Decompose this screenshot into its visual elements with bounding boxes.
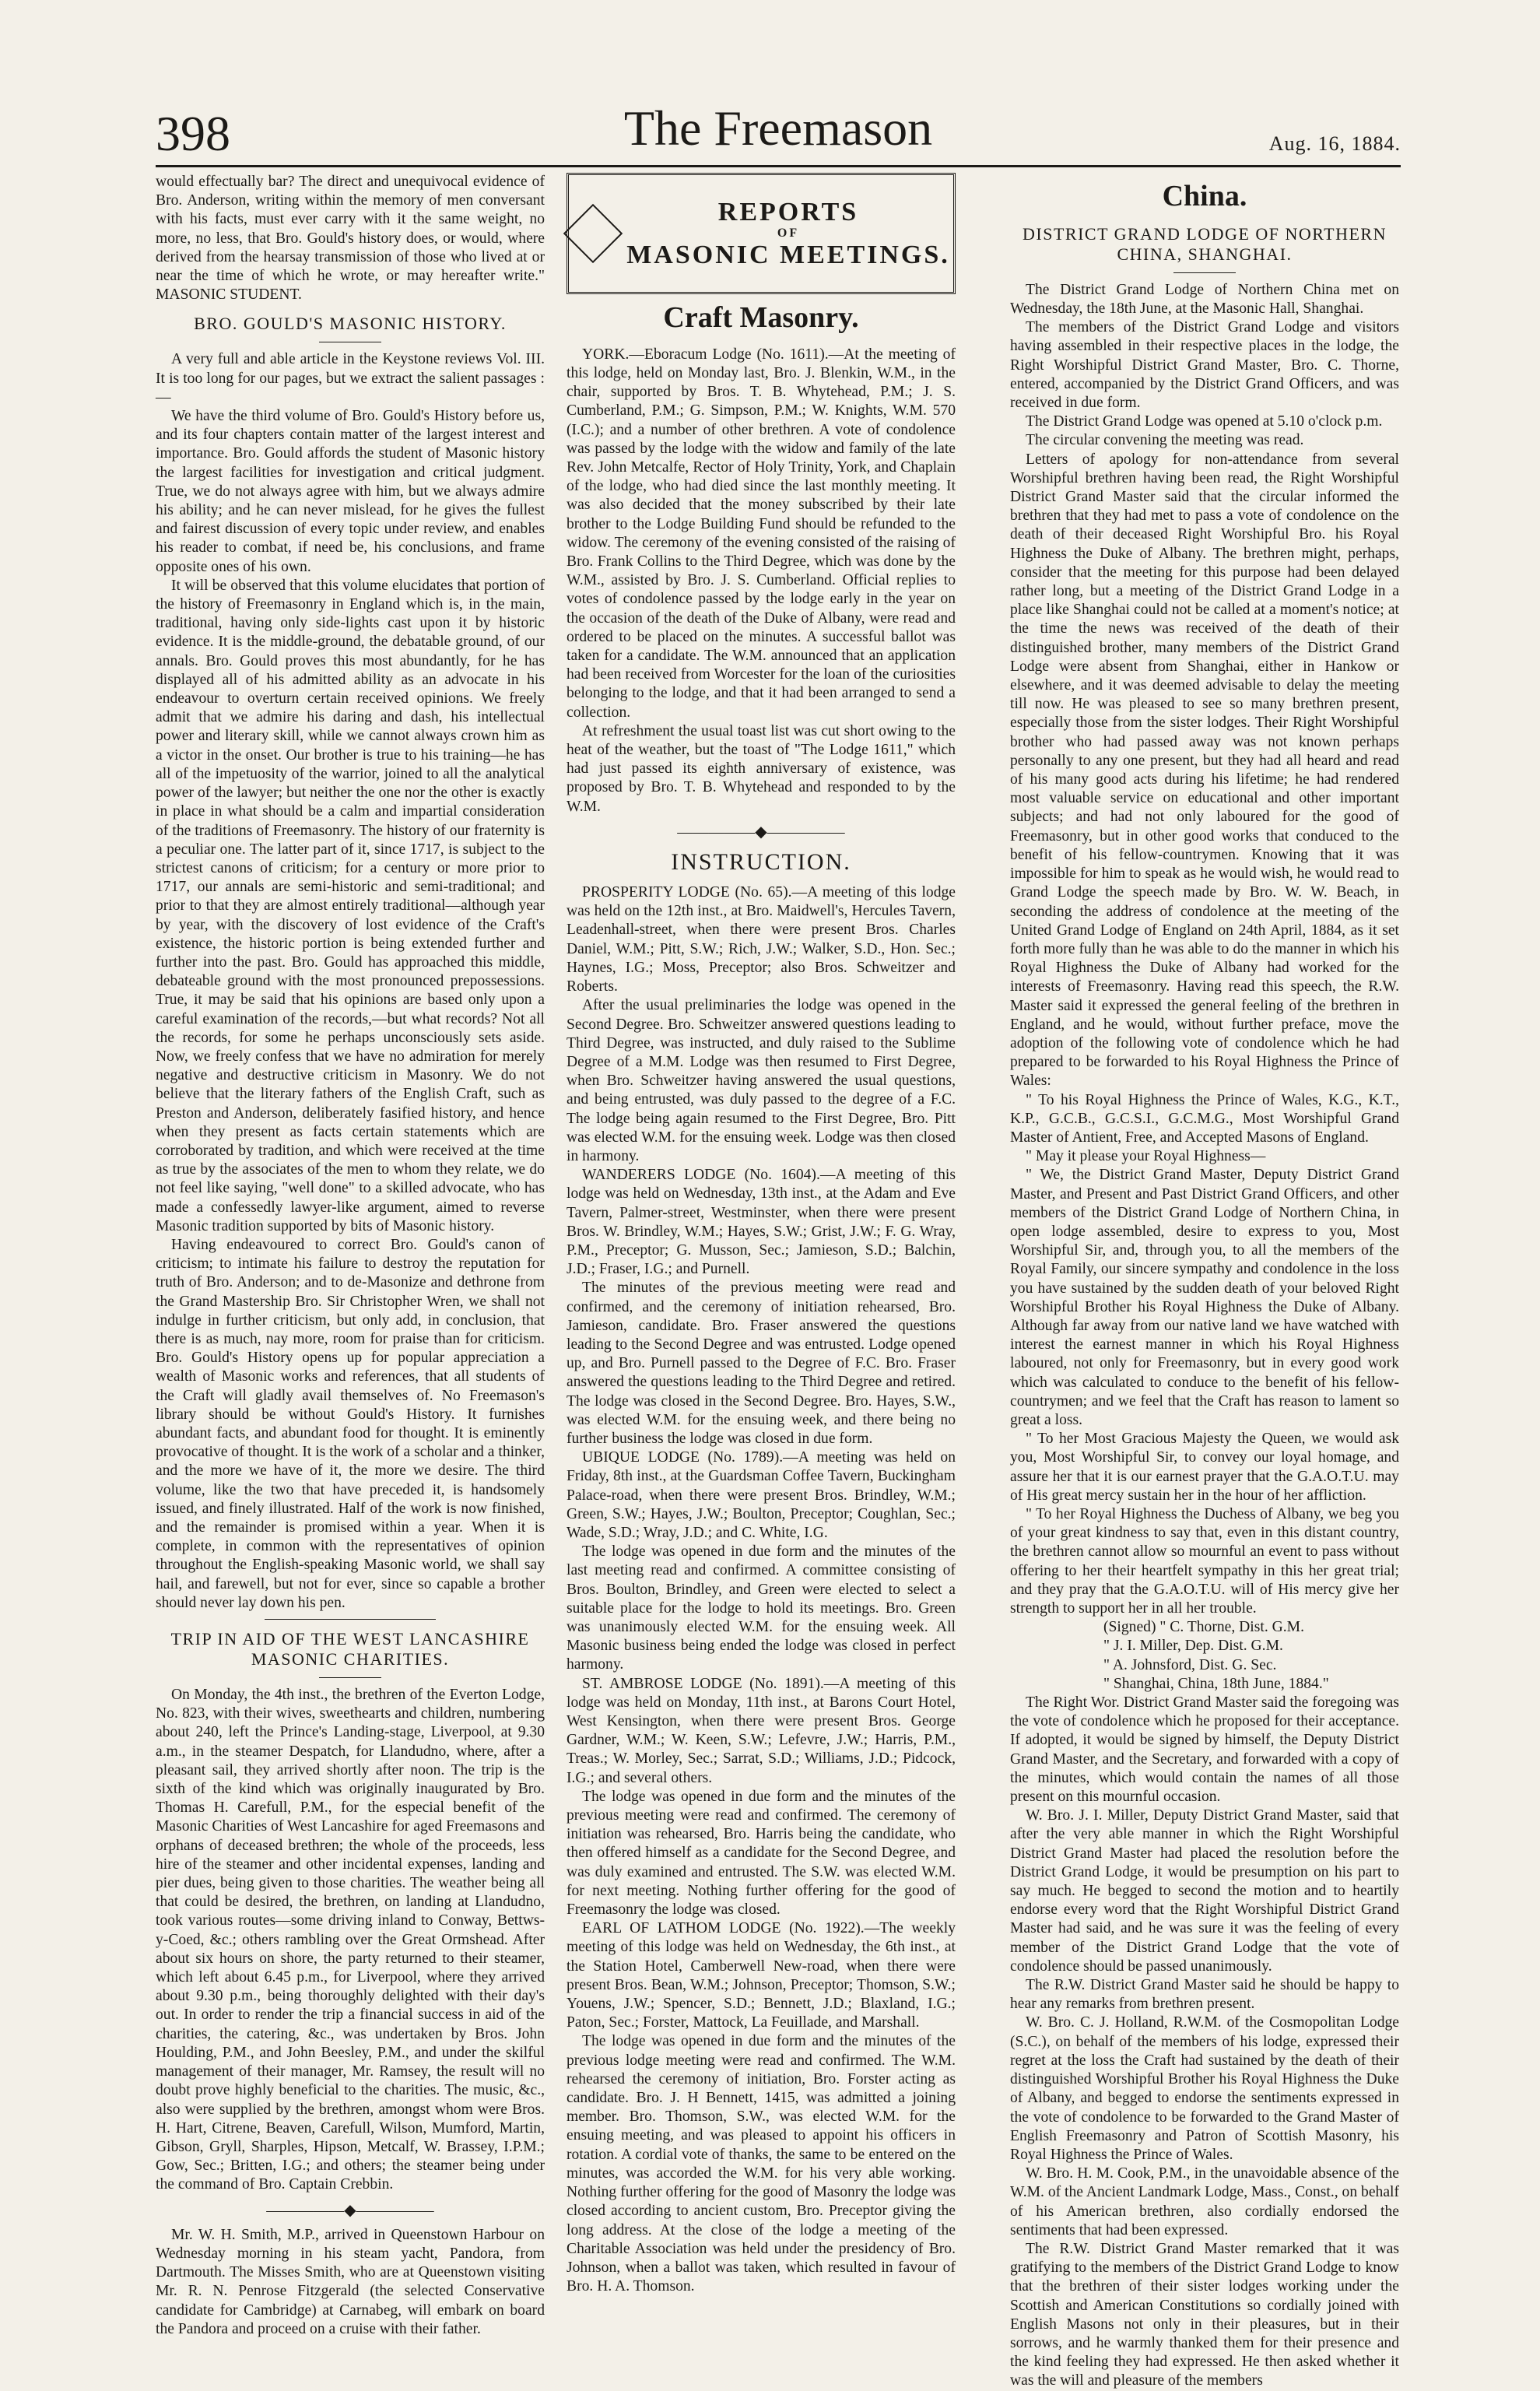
article-paragraph: The District Grand Lodge of Northern China met on Wednesday, the 18th June, at the Masonic Hall, Shanghai. (1010, 281, 1399, 317)
article-heading: DISTRICT GRAND LODGE OF NORTHERN CHINA, SHANGHAI. (1023, 223, 1387, 264)
article-paragraph: W. Bro. J. I. Miller, Deputy District Grand Master, said that after the very able manner in which the Right Worshipful District Grand Master had placed the resolution before the District Grand Lodge, it would be presumption on his part to say much. He begged to second the motion and to heartily endorse every word that the Right Worshipful District Grand Master had said, and he was sure it was the feeling of every member of the District Grand Lodge that the vote of condolence should be passed unanimously. (1010, 1807, 1399, 1975)
signature-line: (Signed) " C. Thorne, Dist. G.M. (1103, 1619, 1304, 1636)
article-paragraph: A very full and able article in the Keystone reviews Vol. III. It is too long for our pages, but we extract the salient passages :— (156, 351, 545, 406)
page-number: 398 (156, 106, 230, 161)
article-paragraph: would effectually bar? The direct and unequivocal evidence of Bro. Anderson, writing within the memory of men conversant with his facts, must ever carry with it the same weight, no more, no less, that Bro. Gould's history does, or would, where derived from the hearsay transmission of those who lived at or near the time of which he wrote, or may hereafter write." MASONIC STUDENT. (156, 174, 545, 304)
column-middle (567, 173, 956, 2295)
article-paragraph: UBIQUE LODGE (No. 1789).—A meeting was held on Friday, 8th inst., at the Guardsman Coffee Tavern, Buckingham Palace-road, when there were present Bros. Brindley, W.M.; Green, S.W.; Hayes, J.W.; Boulton, Preceptor; Coughlan, Sec.; Wade, S.D.; Wray, J.D.; and C. White, I.G. (567, 1449, 956, 1541)
article-paragraph: " May it please your Royal Highness— (1026, 1148, 1266, 1165)
article-paragraph: W. Bro. C. J. Holland, R.W.M. of the Cosmopolitan Lodge (S.C.), on behalf of the members of his lodge, expressed their regret at the loss the Craft had sustained by the death of their distinguished Worshipful Brother his Royal Highness the Duke of Albany, and begged to endorse the sentiments expressed in the vote of condolence to be forwarded to the Grand Master of English Freemasonry and Patron of Scottish Masonry, his Royal Highness the Prince of Wales. (1010, 2014, 1399, 2163)
article-paragraph: PROSPERITY LODGE (No. 65).—A meeting of this lodge was held on the 12th inst., at Bro. Maidwell's, Hercules Tavern, Leadenhall-street, when there were present Bros. Charles Daniel, W.M.; Pitt, S.W.; Rich, J.W.; Walker, S.D., Hon. Sec.; Haynes, I.G.; Moss, Preceptor; also Bros. Schweitzer and Roberts. (567, 884, 956, 995)
article-paragraph: The lodge was opened in due form and the minutes of the last meeting read and confirmed. A committee consisting of Bros. Boulton, Brindley, and Green were elected to select a suitable place for the lodge to hold its meetings. Bro. Green was unanimously elected W.M. for the ensuing week. All Masonic business being ended the lodge was closed in perfect harmony. (567, 1543, 956, 1673)
article-paragraph: The minutes of the previous meeting were read and confirmed, and the ceremony of initiation rehearsed, Bro. Jamieson, candidate. Bro. Fraser answered the questions leading to the Second Degree and was entrusted. Lodge opened up, and Bro. Purnell passed to the Degree of F.C. Bro. Fraser answered the questions leading to the Third Degree and retired. The lodge was closed in the Second Degree. Bro. Hayes, S.W., was elected W.M. for the ensuing week, and there being no further business the lodge was closed in due form. (567, 1280, 956, 1447)
signature-line: " J. I. Miller, Dep. Dist. G.M. (1103, 1638, 1283, 1655)
divider (319, 1677, 381, 1678)
ornament-divider: —————◆————— (266, 2201, 434, 2219)
masthead-title: The Freemason (623, 100, 933, 156)
article-paragraph: " To her Royal Highness the Duchess of Albany, we beg you of your great kindness to say that, even in this distant country, the brethren cannot allow so mournful an event to pass without offering to her their heartfelt sympathy in this her great trial; and they pray that the G.A.O.T.U. will of His mercy give her strength to support her in all her trouble. (1010, 1506, 1399, 1617)
issue-date: Aug. 16, 1884. (1268, 132, 1401, 155)
header-rule (156, 165, 1401, 167)
divider (265, 1619, 436, 1620)
signature-line: " Shanghai, China, 18th June, 1884." (1103, 1675, 1329, 1692)
article-paragraph: " To his Royal Highness the Prince of Wales, K.G., K.T., K.P., G.C.B., G.C.S.I., G.C.M.G., Most Worshipful Grand Master of Antient, Free, and Accepted Masons of England. (1010, 1091, 1399, 1146)
article-paragraph: After the usual preliminaries the lodge was opened in the Second Degree. Bro. Schweitzer answered questions leading to Third Degree, was instructed, and duly raised to the Sublime Degree of a M.M. Lodge was then resumed to First Degree, when Bro. Schweitzer having answered the usual questions, and being entrusted, was duly passed to the degree of a F.C. The lodge being again resumed to the First Degree, Bro. Pitt was elected W.M. for the ensuing week. Lodge was then closed in harmony. (567, 997, 956, 1164)
article-paragraph: At refreshment the usual toast list was cut short owing to the heat of the weather, but the toast of "The Lodge 1611," which had just passed its eighth anniversary of existence, was proposed by Bro. T. B. Whytehead and responded to by the W.M. (567, 722, 956, 815)
article-paragraph: EARL OF LATHOM LODGE (No. 1922).—The weekly meeting of this lodge was held on Wednesday, the 6th inst., at the Station Hotel, Camberwell New-road, when there were present Bros. Bean, W.M.; Johnson, Preceptor; Thomson, S.W.; Youens, J.W.; Spencer, S.D.; Bennett, J.D.; Blaxland, I.G.; Paton, Sec.; Forster, Mattock, La Feuillade, and Marshall. (567, 1920, 956, 2031)
ornament-divider: —————◆————— (677, 823, 845, 841)
reports-banner (567, 173, 956, 294)
masonic-emblem-icon (563, 204, 623, 263)
article-paragraph: The Right Wor. District Grand Master said the foregoing was the vote of condolence which he proposed for their acceptance. If adopted, it would be signed by himself, the Deputy District Grand Master, and the Secretary, and forwarded with a copy of the minutes, which would contain the names of all those present on this mournful occasion. (1010, 1694, 1399, 1806)
article-paragraph: Letters of apology for non-attendance from several Worshipful brethren having been read, the Right Worshipful District Grand Master said that the circular informed the brethren that they had met to pass a vote of condolence on the death of their deceased Right Worshipful Bro. his Royal Highness the Duke of Albany. The brethren might, perhaps, consider that the meeting for this purpose had been delayed rather long, but a meeting of the District Grand Lodge in a place like Shanghai could not be called at a moment's notice; at the time the news was received of the death of their distinguished brother, many members of the District Grand Lodge were absent from Shanghai, either in Hankow or elsewhere, and it was deemed advisable to delay the meeting till now. He was pleased to see so many brethren present, especially those from the sister lodges. Their Right Worshipful brother who had passed away was not known perhaps personally to any one present, but they had all heard and read of his many good acts during his lifetime; he had rendered most valuable service on educational and other important subjects; and had not only laboured for the good of Freemasonry, but in other good works that conduced to the benefit of his fellow-countrymen. Knowing that it was impossible for him to speak as he would wish, he would read to Grand Lodge the speech made by Bro. W. W. Beach, in seconding the address of condolence at the meeting of the United Grand Lodge of England on 24th April, 1884, as it set forth more fully than he was able to do the manner in which his Royal Highness the Duke of Albany had worked for the interests of Freemasonry. Having read this speech, the R.W. Master said it expressed the general feeling of the brethren in England, and he would, without further preface, move the adoption of the following vote of condolence which he had prepared to be forwarded to his Royal Highness the Prince of Wales: (1010, 451, 1399, 1090)
article-paragraph: The lodge was opened in due form and the minutes of the previous meeting were read and confirmed. The ceremony of initiation was rehearsed, Bro. Harris being the candidate, who then offered himself as a candidate for the Second Degree, and was duly examined and entrusted. The S.W. was elected W.M. for next meeting. Nothing further offering for the good of Freemasonry the lodge was closed. (567, 1788, 956, 1919)
article-paragraph: The R.W. District Grand Master said he should be happy to hear any remarks from brethren present. (1010, 1977, 1399, 2013)
banner-reports: REPORTS (717, 197, 859, 226)
article-paragraph: Mr. W. H. Smith, M.P., arrived in Queenstown Harbour on Wednesday morning in his steam yacht, Pandora, from Dartmouth. The Misses Smith, who are at Queenstown visiting Mr. R. N. Penrose Fitzgerald (the selected Conservative candidate for Cambridge) at Carnabeg, will embark on board the Pandora and proceed on a cruise with their father. (156, 2226, 545, 2337)
article-heading: TRIP IN AID OF THE WEST LANCASHIRE MASONIC CHARITIES. (170, 1629, 530, 1669)
article-paragraph: ST. AMBROSE LODGE (No. 1891).—A meeting of this lodge was held on Monday, 11th inst., at Barons Court Hotel, West Kensington, when there were present Bros. George Gardner, W.M.; W. Keen, S.W.; Lefevre, J.W.; Harris, P.M., Treas.; W. Morley, Sec.; Sarrat, S.D.; Williams, J.D.; Pidcock, I.G.; and several others. (567, 1675, 956, 1786)
article-paragraph: " To her Most Gracious Majesty the Queen, we would ask you, Most Worshipful Sir, to convey our loyal homage, and assure her that it is our earnest prayer that the G.A.O.T.U. may of His great mercy sustain her in the hour of her affliction. (1010, 1431, 1399, 1504)
article-paragraph: On Monday, the 4th inst., the brethren of the Everton Lodge, No. 823, with their wives, sweethearts and children, numbering about 240, left the Prince's Landing-stage, Liverpool, at 9.30 a.m., in the steamer Despatch, for Llandudno, where, after a pleasant sail, they arrived shortly after noon. The trip is the sixth of the kind which was originally inaugurated by Bro. Thomas H. Carefull, P.M., for the especial benefit of the Masonic Charities of West Lancashire for aged Freemasons and orphans of deceased brethren; the whole of the proceeds, less hire of the steamer and other incidental expenses, landing and pier dues, being given to those charities. The weather being all that could be desired, the brethren, on landing at Llandudno, took various routes—some driving inland to Conway, Bettws-y-Coed, &c.; others rambling over the Great Ormshead. After about six hours on shore, the party returned to their steamer, which left about 6.45 p.m., for Liverpool, where they arrived about 9.30 p.m., being thoroughly delighted with their day's out. In order to render the trip a financial success in aid of the charities, the catering, &c., was undertaken by Bros. John Houlding, P.M., and John Beesley, P.M., and under the skilful management of their manager, Mr. Ramsey, the result will no doubt prove highly beneficial to the charities. The music, &c., also were supplied by the brethren, amongst whom were Bros. H. Hart, Citrene, Beaven, Carefull, Wilson, Mumford, Martin, Gibson, Gryll, Sharples, Hipson, Metcalf, W. Brassey, I.P.M.; Gow, Sec.; Britten, I.G.; and others; the steamer being under the command of Bro. Captain Crebbin. (156, 1687, 545, 2193)
article-paragraph: WANDERERS LODGE (No. 1604).—A meeting of this lodge was held on Wednesday, 13th inst., at the Adam and Eve Tavern, Palmer-street, Westminster, when there were present Bros. W. Brindley, W.M.; Hayes, S.W.; Grist, J.W.; F. G. Wray, P.M., Preceptor; G. Musson, Sec.; Jamieson, S.D.; Balchin, J.D.; Fraser, I.G.; and Purnell. (567, 1167, 956, 1278)
page-header (156, 101, 1401, 160)
article-paragraph: YORK.—Eboracum Lodge (No. 1611).—At the meeting of this lodge, held on Monday last, Bro. J. Blenkin, W.M., in the chair, supported by Bros. T. B. Whytehead, P.M.; J. S. Cumberland, P.M.; G. Simpson, P.M.; W. Knights, W.M. 570 (I.C.); and a number of other brethren. A vote of condolence was passed by the lodge with the widow and family of the late Rev. John Metcalfe, Rector of Holy Trinity, York, and Chaplain of the lodge, who had died since the last monthly meeting. It was also decided that the money subscribed by their late brother to the Lodge Building Fund should be refunded to the widow. The ceremony of the evening consisted of the raising of Bro. Frank Collins to the Third Degree, which was done by the W.M., assisted by Bro. J. S. Cumberland. Official replies to votes of condolence passed by the lodge early in the year on the occasion of the death of the Duke of Albany, were read and ordered to be placed on the minutes. A successful ballot was taken for a candidate. The W.M. announced that an application had been received from Worcester for the loan of the curiosities belonging to the lodge, and that it had been arranged to send a collection. (567, 346, 956, 721)
article-paragraph: It will be observed that this volume elucidates that portion of the history of Freemasonry in England which is, in the main, traditional, having only side-lights cast upon it by historic evidence. It is the middle-ground, the debatable ground, of our annals. Bro. Gould proves this most abundantly, for he has displayed all of his admitted ability as an advocate in his endeavour to overturn certain received opinions. We freely admit that we admire his daring and dash, his intellectual power and literary skill, while we cannot always crown him as a victor in the onset. Our brother is true to his training—he has all of the impetuosity of the warrior, joined to all the analytical power of the lawyer; but neither the one nor the other is exactly in place in what should be a calm and impartial consideration of the traditions of Freemasonry. The history of our fraternity is a peculiar one. The latter part of it, since 1717, is subject to the strictest canons of criticism; for a century or more prior to 1717, our annals are semi-historic and semi-traditional; and prior to that they are almost entirely traditional—although year by year, with the discovery of lost evidence of the Craft's existence, the historic portion is being extended further and further into the past. Bro. Gould has approached this middle, debateable ground with the most pronounced prepossessions. True, it may be said that his opinions are based only upon a careful examination of the records,—but what records? Not all the records, for some he perhaps unconsciously sets aside. Now, we freely confess that we have no admiration for merely negative and destructive criticism in Masonry. We do not believe that the literary fathers of the English Craft, such as Preston and Anderson, deliberately fasified history, and hence when they present as facts certain statements which are corroborated by tradition, and which were received at the time as true by the associates of the men to whom they relate, we do not feel like saying, "well done" to a skilled advocate, who has made a confessedly lawyer-like argument, aimed to reverse Masonic tradition supported by bits of Masonic history. (156, 577, 545, 1234)
divider (1173, 272, 1236, 273)
article-paragraph: " We, the District Grand Master, Deputy District Grand Master, and Present and Past District Grand Officers, and other members of the District Grand Lodge of Northern China, in open lodge assembled, desire to express to you, Most Worshipful Sir, and, through you, to all the members of the Royal Family, our sincere sympathy and condolence in the loss you have sustained by the sudden death of your beloved Right Worshipful Brother his Royal Highness the Duke of Albany. Although far away from our native land we have watched with interest the earnest manner in which his Royal Highness laboured, not only for Freemasonry, but in every good work which was calculated to conduce to the benefit of his fellow-countrymen; and we feel that the Craft has reason to lament so great a loss. (1010, 1167, 1399, 1428)
banner-meetings: MASONIC MEETINGS. (626, 240, 950, 269)
article-heading: BRO. GOULD'S MASONIC HISTORY. (194, 314, 507, 334)
article-paragraph: The lodge was opened in due form and the minutes of the previous lodge meeting were read and confirmed. The W.M. rehearsed the ceremony of initiation, Bro. Forster acting as candidate. Bro. J. H Bennett, 1415, was admitted a joining member. Bro. Thomson, S.W., was elected W.M. for the ensuing meeting, and was pleased to appoint his officers in rotation. A cordial vote of thanks, the same to be entered on the minutes, was accorded the W.M. for his very able working. Nothing further offering for the good of Masonry the lodge was closed according to ancient custom, Bro. Preceptor giving the long address. At the close of the lodge a meeting of the Charitable Association was held under the presidency of Bro. Johnson, when a ballot was taken, which resulted in favour of Bro. H. A. Thomson. (567, 2033, 956, 2295)
banner-of: OF (777, 226, 800, 241)
banner-title (626, 198, 950, 269)
section-heading-craft: Craft Masonry. (663, 301, 859, 334)
article-paragraph: Having endeavoured to correct Bro. Gould's canon of criticism; to intimate his failure to destroy the reputation for truth of Bro. Anderson; and to de-Masonize and dethrone from the Grand Mastership Bro. Sir Christopher Wren, we shall not indulge in further criticism, but only add, in conclusion, that there is as much, nay more, room for praise than for criticism. Bro. Gould's History opens up for popular appreciation a wealth of Masonic works and references, that all students of the Craft will gladly avail themselves of. No Freemason's library should be without Gould's History. It furnishes abundant facts, and abundant food for thought. It is eminently provocative of thought. It is the work of a scholar and a thinker, and the more we have of it, the more we desire. The third volume, like the two that have preceded it, is handsomely issued, and finely illustrated. Half of the work is now finished, and the remainder is promised within a year. When it is complete, in common with the representatives of opinion throughout the English-speaking Masonic world, we shall say hail, and farewell, but not for ever, since so capable a brother should never lay down his pen. (156, 1236, 545, 1611)
article-paragraph: The R.W. District Grand Master remarked that it was gratifying to the members of the District Grand Lodge to know that the brethren of their sister lodges working under the Scottish and American Constitutions so cordially joined with English Masons not only in their pleasures, but in their sorrows, and he warmly thanked them for their presence and the kind feeling they had expressed. He then asked whether it was the will and pleasure of the members (1010, 2240, 1399, 2389)
article-paragraph: The circular convening the meeting was read. (1026, 432, 1304, 449)
section-heading-instruction: INSTRUCTION. (671, 849, 851, 876)
column-right (1010, 173, 1399, 2389)
article-paragraph: The members of the District Grand Lodge and visitors having assembled in their respective places in the lodge, the Right Worshipful District Grand Master, Bro. C. Thorne, entered, accompanied by the District Grand Officers, and was received in due form. (1010, 319, 1399, 412)
article-paragraph: W. Bro. H. M. Cook, P.M., in the unavoidable absence of the W.M. of the Ancient Landmark Lodge, Mass., Const., on behalf of his American brethren, also cordially endorsed the sentiments that had been expressed. (1010, 2165, 1399, 2238)
column-left (156, 173, 545, 2337)
article-paragraph: We have the third volume of Bro. Gould's History before us, and its four chapters contain matter of the largest interest and importance. Bro. Gould affords the student of Masonic history the largest facilities for investigation and critical judgment. True, we do not always agree with him, but we always admire his ability; and he can never mislead, for he gives the fullest and fairest discussion of every topic under review, and enables his reader to combat, if need be, his conclusions, and frame opposite ones of his own. (156, 408, 545, 575)
section-heading-china: China. (1162, 180, 1247, 212)
signature-line: " A. Johnsford, Dist. G. Sec. (1103, 1656, 1277, 1673)
article-paragraph: The District Grand Lodge was opened at 5.10 o'clock p.m. (1026, 413, 1383, 430)
